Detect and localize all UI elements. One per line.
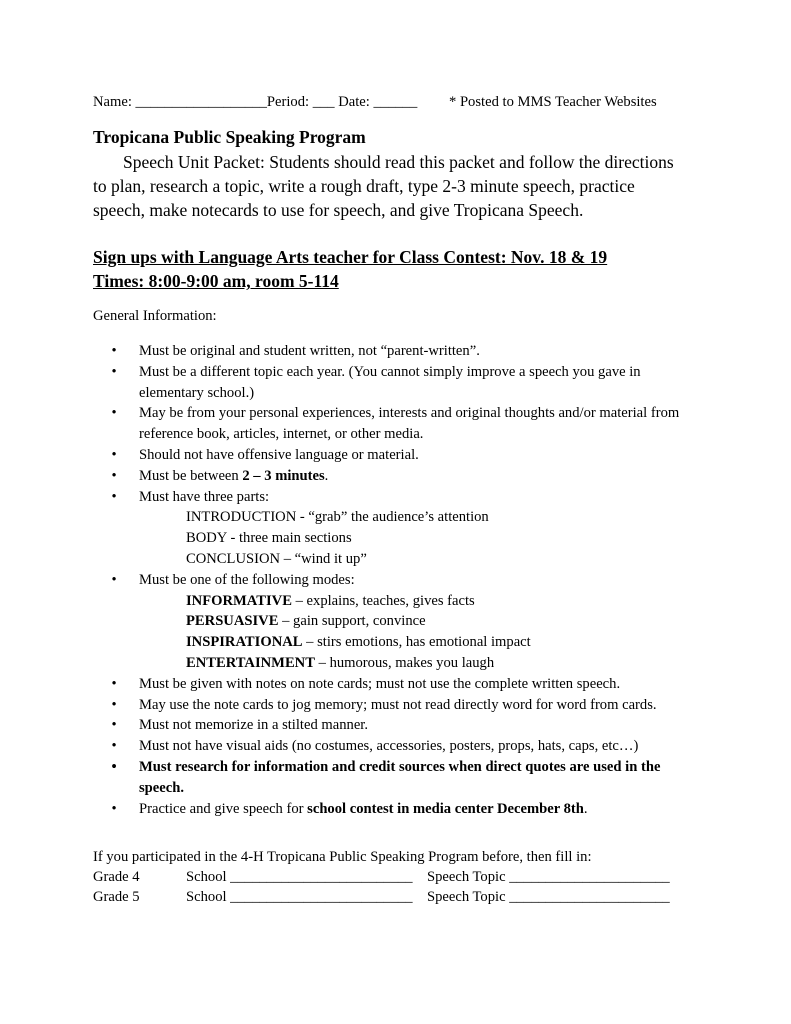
contest-bold: school contest in media center December 8th	[307, 800, 584, 817]
signup-heading-1: Sign ups with Language Arts teacher for Class Contest: Nov. 18 & 19	[93, 247, 608, 267]
bullet-icon: •	[111, 363, 117, 380]
list-item: • May use the note cards to jog memory; must not read directly word for word from cards.	[108, 695, 708, 716]
intro-line-1: Speech Unit Packet: Students should read this packet and follow the directions	[123, 152, 674, 172]
list-item: • Must research for information and credit sources when direct quotes are used in the speech.	[108, 757, 708, 799]
list-item: • Must be given with notes on note cards; must not use the complete written speech.	[108, 674, 708, 695]
grade-4-topic-field[interactable]: Speech Topic ______________________	[427, 869, 670, 885]
list-item: • Must be one of the following modes: INFORMATIVE – explains, teaches, gives facts PERSUASIVE – gain support, convince INSPIRATIONAL – stirs emotions, has emotional impact ENTERTAINMENT – humorous, makes you laugh	[108, 570, 708, 674]
grade-4-school-field[interactable]: School _________________________	[186, 869, 413, 885]
list-item: • Practice and give speech for school contest in media center December 8th.	[108, 799, 708, 820]
bullet-icon: •	[111, 571, 117, 588]
part-body: BODY - three main sections	[186, 530, 352, 547]
list-item: • Must not have visual aids (no costumes, accessories, posters, props, hats, caps, etc…)	[108, 736, 708, 757]
participation-intro: If you participated in the 4-H Tropicana Public Speaking Program before, then fill in:	[93, 849, 592, 865]
general-info-heading: General Information:	[93, 308, 217, 324]
intro-line-3: speech, make notecards to use for speech, and give Tropicana Speech.	[93, 200, 584, 220]
list-item: • Must not memorize in a stilted manner.	[108, 715, 708, 736]
signup-heading-2: Times: 8:00-9:00 am, room 5-114	[93, 271, 339, 291]
grade-4-label: Grade 4	[93, 869, 140, 885]
list-item: • Must be a different topic each year. (You cannot simply improve a speech you gave in elementary school.)	[108, 362, 708, 404]
mode-persuasive: PERSUASIVE – gain support, convince	[186, 613, 426, 630]
bullet-icon: •	[111, 738, 117, 755]
bullet-icon: •	[111, 343, 117, 359]
duration-bold: 2 – 3 minutes	[242, 467, 325, 484]
grade-5-school-field[interactable]: School _________________________	[186, 889, 413, 905]
list-item: • May be from your personal experiences, interests and original thoughts and/or material from reference book, articles, internet, or other media.	[108, 403, 708, 445]
part-conclusion: CONCLUSION – “wind it up”	[186, 550, 367, 567]
bullet-icon: •	[111, 675, 117, 692]
bullet-icon: •	[111, 488, 117, 505]
bullet-icon: •	[111, 758, 117, 775]
bullet-icon: •	[111, 696, 117, 713]
mode-informative: INFORMATIVE – explains, teaches, gives facts	[186, 592, 475, 609]
list-item: • Must be between 2 – 3 minutes.	[108, 466, 708, 487]
list-item: • Must be original and student written, not “parent-written”.	[108, 341, 708, 362]
bullet-icon: •	[111, 800, 117, 817]
mode-inspirational: INSPIRATIONAL – stirs emotions, has emotional impact	[186, 634, 531, 651]
grade-5-label: Grade 5	[93, 889, 140, 905]
list-item: • Must have three parts: INTRODUCTION - “grab” the audience’s attention BODY - three main sections CONCLUSION – “wind it up”	[108, 487, 708, 570]
posted-note: * Posted to MMS Teacher Websites	[449, 94, 657, 110]
bullet-icon: •	[111, 467, 117, 484]
program-title: Tropicana Public Speaking Program	[93, 127, 366, 147]
mode-entertainment: ENTERTAINMENT – humorous, makes you laugh	[186, 654, 495, 671]
part-introduction: INTRODUCTION - “grab” the audience’s attention	[186, 509, 489, 526]
bullet-icon: •	[111, 405, 117, 422]
bullet-icon: •	[111, 717, 117, 734]
list-item: • Should not have offensive language or material.	[108, 445, 708, 466]
grade-5-topic-field[interactable]: Speech Topic ______________________	[427, 889, 670, 905]
name-period-date-line: Name: __________________Period: ___ Date: ______	[93, 94, 418, 110]
intro-line-2: to plan, research a topic, write a rough draft, type 2-3 minute speech, practice	[93, 176, 635, 196]
bullet-icon: •	[111, 446, 117, 463]
rules-list	[108, 341, 708, 819]
